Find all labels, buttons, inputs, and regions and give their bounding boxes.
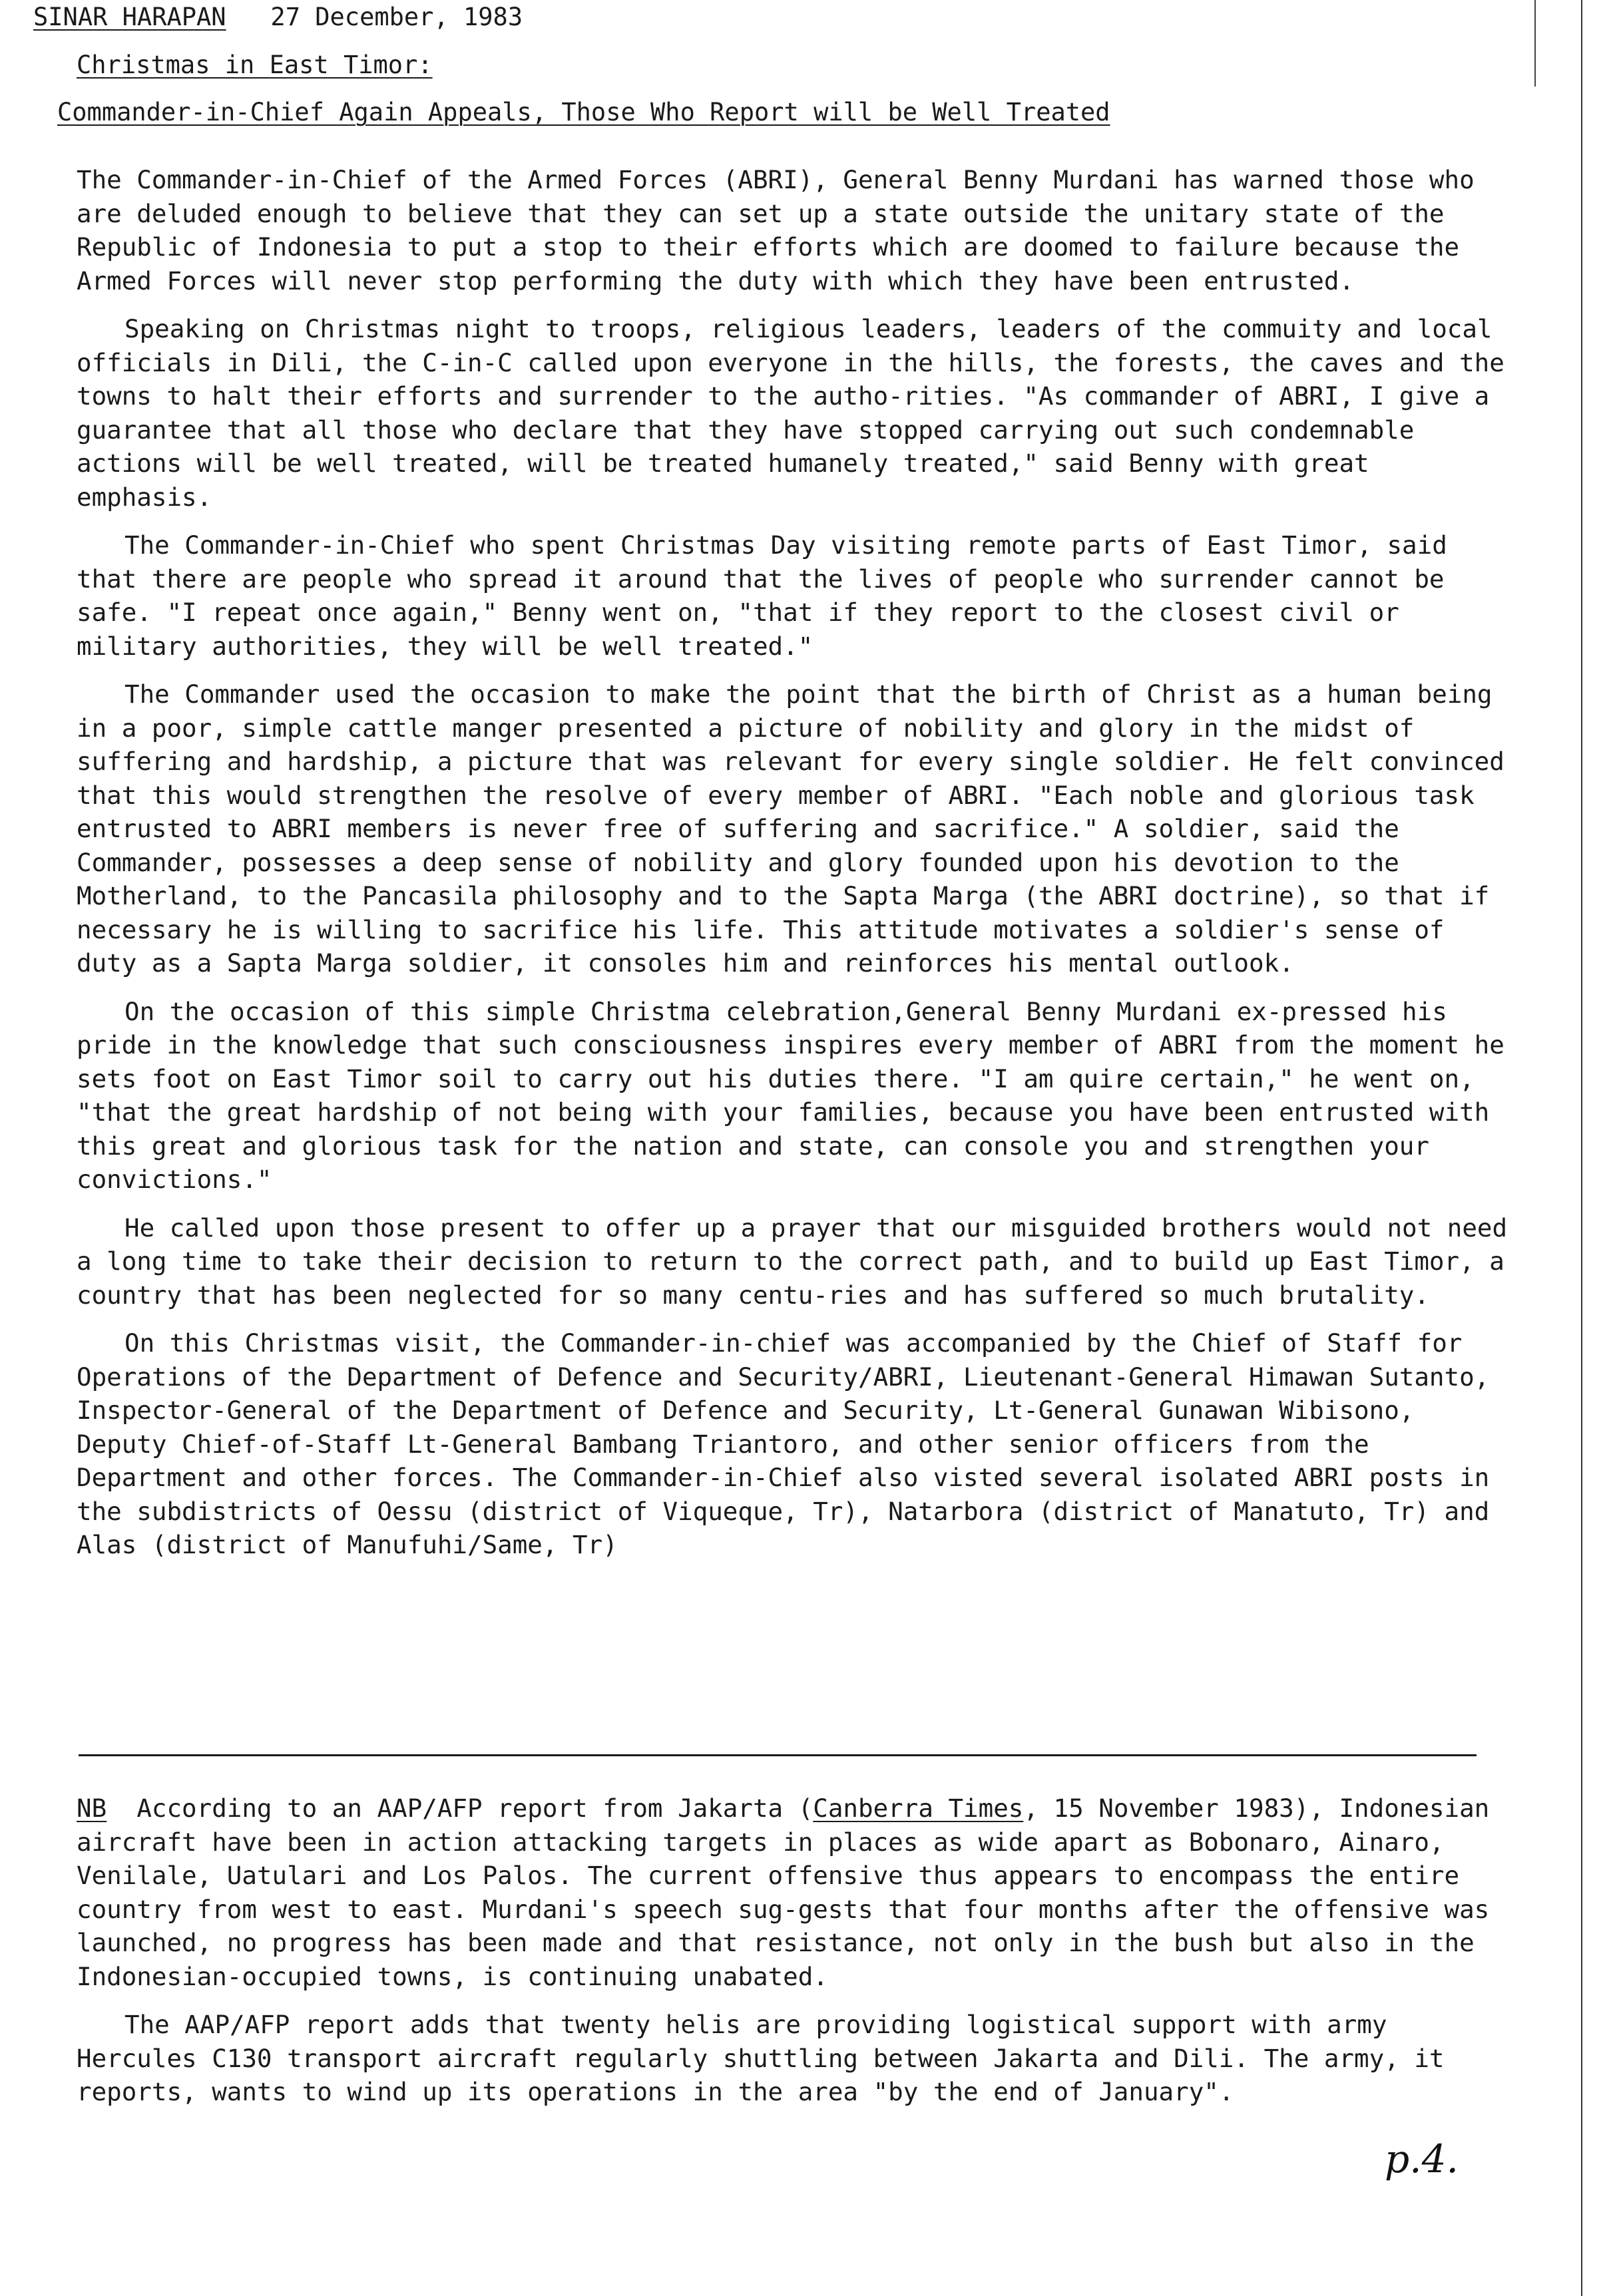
note-intro: According to an AAP/AFP report from Jakarta ( bbox=[136, 1794, 813, 1823]
article-paragraph-2: Speaking on Christmas night to troops, religious leaders, leaders of the commuity and local officials in Dili, the C-in-C called upon everyone in the hills, the forests, the caves and the towns to halt their efforts and surrender to the autho-rities. "As commander of ABRI, I give a guarantee that all those who declare that they have stopped carrying out such condemnable actions will be well treated, will be treated humanely treated," said Benny with great emphasis. bbox=[77, 314, 1504, 512]
article-paragraph-7: On this Christmas visit, the Commander-in-chief was accompanied by the Chief of Staff for Operations of the Department of Defence and Security/ABRI, Lieutenant-General Himawan Sutanto, Inspector-General of the Department of Defence and Security, Lt-General Gunawan Wibisono, Deputy Chief-of-Staff Lt-General Bambang Triantoro, and other senior officers from the Department and other forces. The Commander-in-Chief also visted several isolated ABRI posts in the subdistricts of Oessu (district of Viqueque, Tr), Natarbora (district of Manatuto, Tr) and Alas (district of Manufuhi/Same, Tr) bbox=[77, 1328, 1490, 1559]
note-paragraph-1 bbox=[77, 1792, 1508, 1993]
margin-line-top bbox=[1534, 0, 1536, 87]
article-paragraph-1: The Commander-in-Chief of the Armed Forces (ABRI), General Benny Murdani has warned those who are deluded enough to believe that they can set up a state outside the unitary state of the Republic of Indonesia to put a stop to their efforts which are doomed to failure because the Armed Forces will never stop performing the duty with which they have been entrusted. bbox=[77, 165, 1475, 295]
title-text-1: Christmas in East Timor: bbox=[77, 51, 433, 79]
article-paragraph-5: On the occasion of this simple Christma celebration,General Benny Murdani ex-pressed his pride in the knowledge that such consciousness inspires every member of ABRI from the moment he sets foot on East Timor soil to carry out his duties there. "I am quire certain," he went on, "that the great hardship of not being with your families, because you have been entrusted with this great and glorious task for the nation and state, can console you and strengthen your convictions." bbox=[77, 996, 1504, 1194]
title-text-2: Commander-in-Chief Again Appeals, Those Who Report will be Well Treated bbox=[57, 98, 1110, 126]
note-rest: , 15 November 1983), Indonesian aircraft have been in action attacking targets in places as wide apart as Bobonaro, Ainaro, Venilale, Uatulari and Los Palos. The current offensive thus appears to encompass the entire country from west to east. Murdani's speech sug-gests that four months after the offensive was launched, no progress has been made and that resistance, not only in the bush but also in the Indonesian-occupied towns, is continuing unabated. bbox=[77, 1794, 1490, 1991]
page-edge-line bbox=[1581, 0, 1582, 2296]
header bbox=[33, 0, 523, 35]
publication-name: SINAR HARAPAN bbox=[33, 3, 226, 31]
note-paragraph-2: The AAP/AFP report adds that twenty helis are providing logistical support with army Hercules C130 transport aircraft regularly shuttling between Jakarta and Dili. The army, it reports, wants to wind up its operations in the area "by the end of January". bbox=[77, 2010, 1445, 2106]
article-paragraph-4: The Commander used the occasion to make the point that the birth of Christ as a human being in a poor, simple cattle manger presented a picture of nobility and glory in the midst of suffering and hardship, a picture that was relevant for every single soldier. He felt convinced that this would strengthen the resolve of every member of ABRI. "Each noble and glorious task entrusted to ABRI members is never free of suffering and sacrifice." A soldier, said the Commander, possesses a deep sense of nobility and glory founded upon his devotion to the Motherland, to the Pancasila philosophy and to the Sapta Marga (the ABRI doctrine), so that if necessary he is willing to sacrifice his life. This attitude motivates a soldier's sense of duty as a Sapta Marga soldier, it consoles him and reinforces his mental outlook. bbox=[77, 679, 1504, 978]
publication-date: 27 December, 1983 bbox=[270, 3, 523, 31]
article-paragraph-6: He called upon those present to offer up a prayer that our misguided brothers would not need a long time to take their decision to return to the correct path, and to build up East Timor, a country that has been neglected for so many centu-ries and has suffered so much brutality. bbox=[77, 1213, 1508, 1310]
article-body bbox=[77, 163, 1508, 1577]
title-line-1 bbox=[77, 48, 433, 83]
note-source: Canberra Times bbox=[813, 1794, 1024, 1823]
section-divider bbox=[79, 1754, 1477, 1756]
editor-note bbox=[77, 1792, 1508, 2124]
article-paragraph-3: The Commander-in-Chief who spent Christmas Day visiting remote parts of East Timor, said that there are people who spread it around that the lives of people who surrender cannot be safe. "I repeat once again," Benny went on, "that if they report to the closest civil or military authorities, they will be well treated." bbox=[77, 530, 1447, 661]
title-line-2 bbox=[57, 95, 1110, 130]
note-label: NB bbox=[77, 1794, 107, 1823]
page-number: p.4. bbox=[1385, 2136, 1459, 2182]
